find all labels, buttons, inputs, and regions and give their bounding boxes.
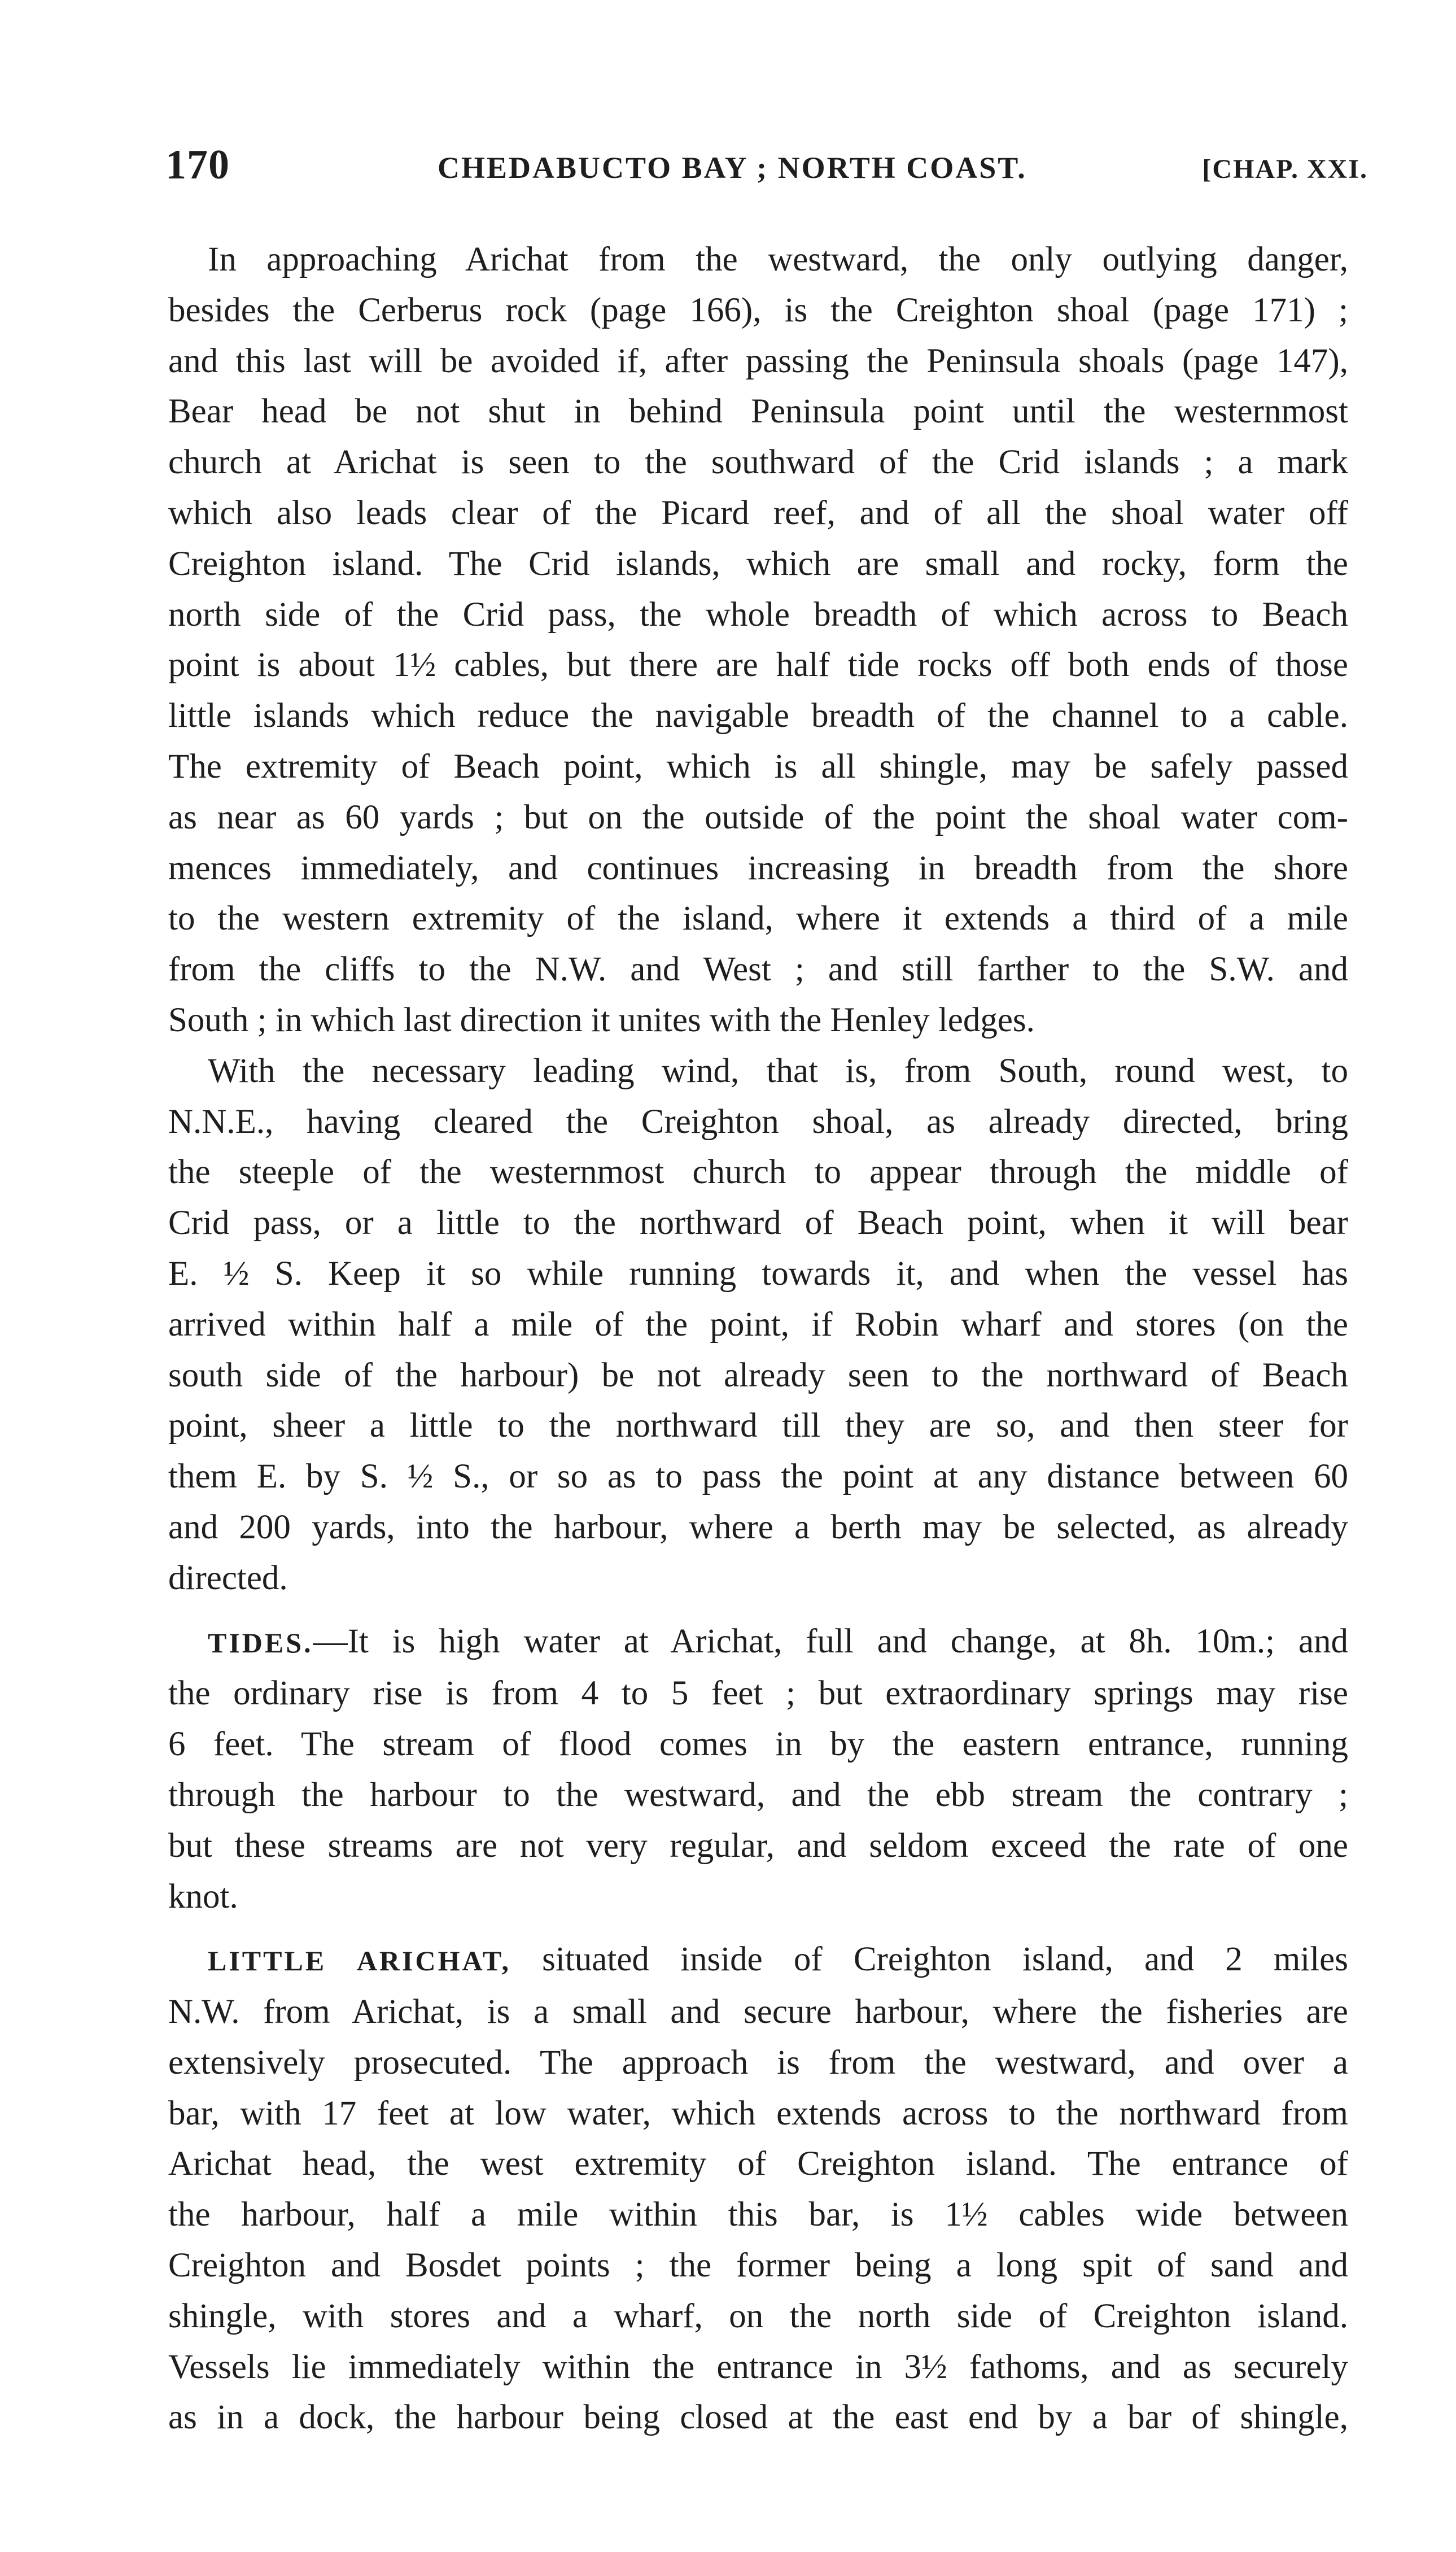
text-line: 6 feet. The stream of flood comes in by the eastern entrance, running — [168, 1725, 1348, 1764]
paragraph-tides — [168, 1616, 1348, 1922]
text-line: Crid pass, or a little to the northward of Beach point, when it will bear — [168, 1204, 1348, 1242]
text-run: situated inside of Creighton island, and 2 miles — [511, 1940, 1348, 1979]
text-line: through the harbour to the westward, and the ebb stream the contrary ; — [168, 1776, 1348, 1814]
text-line: With the necessary leading wind, that is, from South, round west, to — [208, 1052, 1348, 1090]
text-line: N.W. from Arichat, is a small and secure harbour, where the fisheries are — [168, 1993, 1348, 2031]
text-line: Vessels lie immediately within the entrance in 3½ fathoms, and as securely — [168, 2348, 1348, 2386]
text-line: but these streams are not very regular, and seldom exceed the rate of one — [168, 1826, 1348, 1865]
text-line: and this last will be avoided if, after passing the Peninsula shoals (page 147), — [168, 342, 1348, 380]
text-run: —It is high water at Arichat, full and change, at 8h. 10m.; and — [313, 1622, 1348, 1660]
text-line: the steeple of the westernmost church to appear through the middle of — [168, 1153, 1348, 1192]
text-line: from the cliffs to the N.W. and West ; and still farther to the S.W. and — [168, 950, 1348, 989]
text-line: arrived within half a mile of the point, if Robin wharf and stores (on the — [168, 1305, 1348, 1343]
text-line: South ; in which last direction it unites with the Henley ledges. — [168, 1001, 1035, 1039]
text-line: as in a dock, the harbour being closed at the east end by a bar of shingle, — [168, 2398, 1348, 2437]
text-line: knot. — [168, 1877, 238, 1916]
text-line: Arichat head, the west extremity of Creighton island. The entrance of — [168, 2145, 1348, 2183]
text-line: N.N.E., having cleared the Creighton shoal, as already directed, bring — [168, 1102, 1348, 1141]
text-line: point, sheer a little to the northward till they are so, and then steer for — [168, 1407, 1348, 1445]
text-line: extensively prosecuted. The approach is from the westward, and over a — [168, 2043, 1348, 2082]
text-line: and 200 yards, into the harbour, where a berth may be selected, as already — [168, 1508, 1348, 1546]
text-line: which also leads clear of the Picard reef, and of all the shoal water off — [168, 494, 1348, 532]
text-line: The extremity of Beach point, which is all shingle, may be safely passed — [168, 747, 1348, 786]
section-lead-little-arichat: LITTLE ARICHAT, — [208, 1945, 511, 1977]
text-line: to the western extremity of the island, where it extends a third of a mile — [168, 900, 1348, 938]
chapter-reference: [CHAP. XXI. — [1202, 154, 1368, 184]
text-line: besides the Cerberus rock (page 166), is the Creighton shoal (page 171) ; — [168, 291, 1348, 329]
text-line: church at Arichat is seen to the southward of the Crid islands ; a mark — [168, 443, 1348, 482]
text-line: Bear head be not shut in behind Peninsula point until the westernmost — [168, 392, 1348, 431]
text-line: as near as 60 yards ; but on the outside of the point the shoal water com- — [168, 798, 1348, 836]
text-line — [168, 1616, 1348, 1669]
running-head — [165, 141, 1368, 192]
text-line: shingle, with stores and a wharf, on the north side of Creighton island. — [168, 2297, 1348, 2335]
text-line: little islands which reduce the navigable breadth of the channel to a cable. — [168, 697, 1348, 735]
text-line: Creighton and Bosdet points ; the former being a long spit of sand and — [168, 2246, 1348, 2285]
text-line: mences immediately, and continues increasing in breadth from the shore — [168, 849, 1348, 887]
section-title: CHEDABUCTO BAY ; NORTH COAST. — [438, 151, 1027, 185]
section-lead-tides: TIDES. — [208, 1626, 313, 1659]
paragraph-little-arichat — [168, 1934, 1348, 2443]
text-line: E. ½ S. Keep it so while running towards it, and when the vessel has — [168, 1254, 1348, 1293]
text-line: south side of the harbour) be not already seen to the northward of Beach — [168, 1356, 1348, 1394]
text-line: In approaching Arichat from the westward, the only outlying danger, — [208, 241, 1348, 278]
text-line: the ordinary rise is from 4 to 5 feet ; but extraordinary springs may rise — [168, 1674, 1348, 1713]
paragraph-leading-wind — [168, 1046, 1348, 1604]
text-line: point is about 1½ cables, but there are half tide rocks off both ends of those — [168, 646, 1348, 684]
text-line — [168, 1934, 1348, 1987]
page-number: 170 — [165, 142, 230, 188]
text-line: them E. by S. ½ S., or so as to pass the point at any distance between 60 — [168, 1458, 1348, 1496]
body-text — [168, 234, 1348, 2443]
text-line: north side of the Crid pass, the whole breadth of which across to Beach — [168, 595, 1348, 634]
text-line: the harbour, half a mile within this bar, is 1½ cables wide between — [168, 2196, 1348, 2234]
paragraph-approach-arichat — [168, 234, 1348, 1046]
text-line: directed. — [168, 1559, 288, 1597]
text-line: bar, with 17 feet at low water, which extends across to the northward from — [168, 2094, 1348, 2132]
text-line: Creighton island. The Crid islands, which are small and rocky, form the — [168, 544, 1348, 583]
